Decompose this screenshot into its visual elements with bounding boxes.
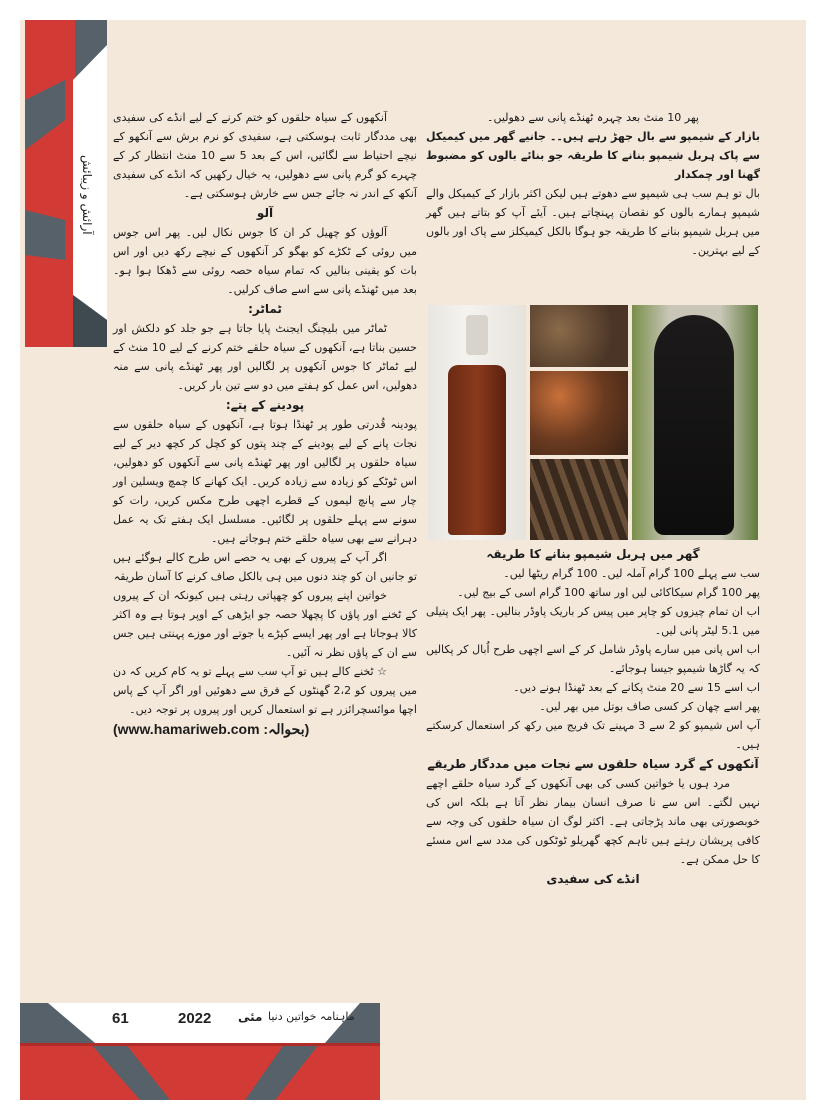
right-column-bottom: [426, 544, 760, 889]
potato-text: آلوؤں کو چھیل کر ان کا جوس نکال لیں۔ پھر اس جوس میں روئی کے ٹکڑے کو بھگو کر آنکھوں کے نیچے رکھ دیں اور اس بات کو یقینی بنالیں کہ تمام سیاہ حصہ روئی سے ڈھکا ہوا ہو۔ بعد میں ٹھنڈے پانی سے اسے صاف کرلیں۔: [113, 226, 417, 296]
magazine-name: ماہنامہ خواتین دنیا: [268, 1010, 355, 1023]
recipe-step: اب اس پانی میں سارے پاوڈر شامل کر کے اسے اچھی طرح اُبال کر پکالیں کہ یہ گاڑھا شیمپو جیسا ہوجائے۔: [426, 643, 760, 675]
ankle-tip: ☆ ٹخنے کالے ہیں تو آپ سب سے پہلے تو یہ کام کریں کہ دن میں پیروں کو 2،2 گھنٹوں کے فرق سے دھوئیں اور اگر آپ کے پاس اچھا موائسچرائزر ہے تو استعمال کریں اور پیروں پر توجہ دیں۔: [113, 665, 417, 716]
section-label: آرائش و زیبائش: [80, 155, 94, 235]
potato-heading: آلو: [256, 206, 274, 220]
recipe-step: سب سے پہلے 100 گرام آملہ لیں۔ 100 گرام ریٹھا لیں۔: [503, 567, 760, 580]
recipe-heading: گھر میں ہربل شیمپو بنانے کا طریقہ: [486, 547, 700, 561]
recipe-step: اب اسے 15 سے 20 منٹ پکانے کے بعد ٹھنڈا ہونے دیں۔: [513, 681, 760, 694]
amla-photo: [530, 305, 628, 367]
page-number: 61: [112, 1010, 129, 1027]
recipe-step: اب ان تمام چیزوں کو چاپر میں پیس کر باریک پاوڈر بنالیں۔ پھر ایک پتیلی میں 5.1 لیٹر پانی لیں۔: [426, 605, 760, 637]
shampoo-headline: بازار کے شیمپو سے بال جھڑ رہے ہیں۔۔ جانیے گھر میں کیمیکل سے پاک ہربل شیمپو بنانے کا طریقہ جو بنائے بالوں کو مضبوط گھنا اور چمکدار: [426, 130, 760, 181]
issue-month: مئی: [238, 1010, 263, 1024]
mint-text: پودینہ قُدرتی طور پر ٹھنڈا ہوتا ہے، آنکھوں کے سیاہ حلقوں سے نجات پانے کے لیے پودینے کے چند پتوں کو کچل کر کچھ دیر کے لیے سیاہ حلقوں پر لگالیں اور پھر ٹھنڈے پانی سے آنکھوں کو دھولیں، اس ٹوٹکے کو زیادہ سے زیادہ کریں۔ ایک کھانے کا چمچ ویسلین اور چار سے پانچ لیموں کے قطرے اچھی طرح مکس کریں، رات کو سونے سے پہلے حلقوں پر لگائیں۔ مسلسل ایک ہفتے تک یہ عمل دہرانے سے بھی سیاہ حلقے ختم ہوجاتے ہیں۔: [113, 418, 417, 545]
shampoo-intro: بال تو ہم سب ہی شیمپو سے دھوتے ہیں لیکن اکثر بازار کے کیمیکل والے شیمپو ہمارے بالوں کو نقصان پہنچاتے ہیں۔ آیئے آپ کو بتاتے ہیں گھر میں ہربل شیمپو بنانے کا طریقہ جو ہوگا بالکل کیمیکلز سے پاک اور بالوں کے لیے بہترین۔: [426, 187, 760, 257]
recipe-step: پھر 100 گرام سیکاکائی لیں اور ساتھ 100 گرام اسی کے بیج لیں۔: [457, 586, 760, 599]
recipe-step: پھر اسے چھان کر کسی صاف بوتل میں بھر لیں۔: [539, 700, 760, 713]
mint-heading: پودینے کے پتے:: [225, 398, 305, 412]
egg-white-text: آنکھوں کے سیاہ حلقوں کو ختم کرنے کے لیے انڈے کی سفیدی بھی مددگار ثابت ہوسکتی ہے، سفیدی کو نرم برش سے آنکھو کے نیچے احتیاط سے لگائیں، اس کے بعد 5 سے 10 منٹ انتظار کر کے چہرے کو گرم پانی سے دھولیں، یہ خیال رکھیں کہ انڈے کی سفیدی آنکھ کے اندر نہ جائے جس سے خارش ہوسکتی ہے۔: [113, 111, 417, 200]
photo-collage: [428, 305, 758, 540]
source-link[interactable]: (www.hamariweb.com :بحوالہ): [113, 721, 310, 737]
shampoo-bottle-photo: [428, 305, 526, 540]
feet-text: خواتین اپنے پیروں کو چھپاتی رہتی ہیں کیونکہ ان کے پیروں کے ٹخنے اور پاؤں کا پچھلا حصہ جو ایڑھی کے اوپر ہوتا ہے وہ اکثر کالا ہوجاتا ہے اور پھر ایسے کپڑے یا جوتے اور موزے پہنتی ہیں جس سے ان کے پاؤں نظر نہ آئیں۔: [113, 589, 417, 659]
reetha-photo: [530, 371, 628, 455]
shikakai-photo: [530, 459, 628, 540]
eyes-text: مرد ہوں یا خواتین کسی کی بھی آنکھوں کے گرد سیاہ حلقے اچھے نہیں لگتے۔ اس سے نا صرف انسان بیمار نظر آتا ہے بلکہ اس کی خوبصورتی بھی ماند پڑجاتی ہے۔ اکثر لوگ ان سیاہ حلقوں کی وجہ سے کافی پریشان رہتے ہیں تاہم کچھ گھریلو ٹوٹکوں کی مدد سے اس مسئے کا حل ممکن ہے۔: [426, 777, 760, 866]
eyes-heading: آنکھوں کے گرد سیاہ حلقوں سے نجات میں مددگار طریقے: [427, 757, 759, 771]
tomato-text: ٹماٹر میں بلیچنگ ایجنٹ پایا جاتا ہے جو جلد کو دلکش اور حسین بناتا ہے، آنکھوں کے سیاہ حلقے ختم کرنے کے لیے 10 منٹ کے لیے ٹماٹر کا جوس آنکھوں پر لگالیں اور پھر ٹھنڈے پانی سے منہ دھولیں، اس عمل کو ہفتے میں دو سے تین بار کریں۔: [113, 322, 417, 392]
left-column: [113, 108, 417, 739]
tomato-heading: ٹماٹر:: [248, 302, 282, 316]
right-column-top: [426, 108, 760, 260]
feet-intro: اگر آپ کے پیروں کے بھی یہ حصے اس طرح کالے ہوگئے ہیں تو جانیں ان کو چند دنوں میں ہی بالکل صاف کرنے کا آسان طریقہ: [113, 551, 417, 583]
long-hair-photo: [632, 305, 758, 540]
issue-year: 2022: [178, 1010, 212, 1027]
egg-heading: انڈے کی سفیدی: [546, 872, 640, 886]
recipe-step: آپ اس شیمپو کو 2 سے 3 مہینے تک فریج میں رکھ کر استعمال کرسکتے ہیں۔: [426, 719, 761, 751]
top-line: پھر 10 منٹ بعد چہرہ ٹھنڈے پانی سے دھولیں۔: [487, 111, 699, 124]
